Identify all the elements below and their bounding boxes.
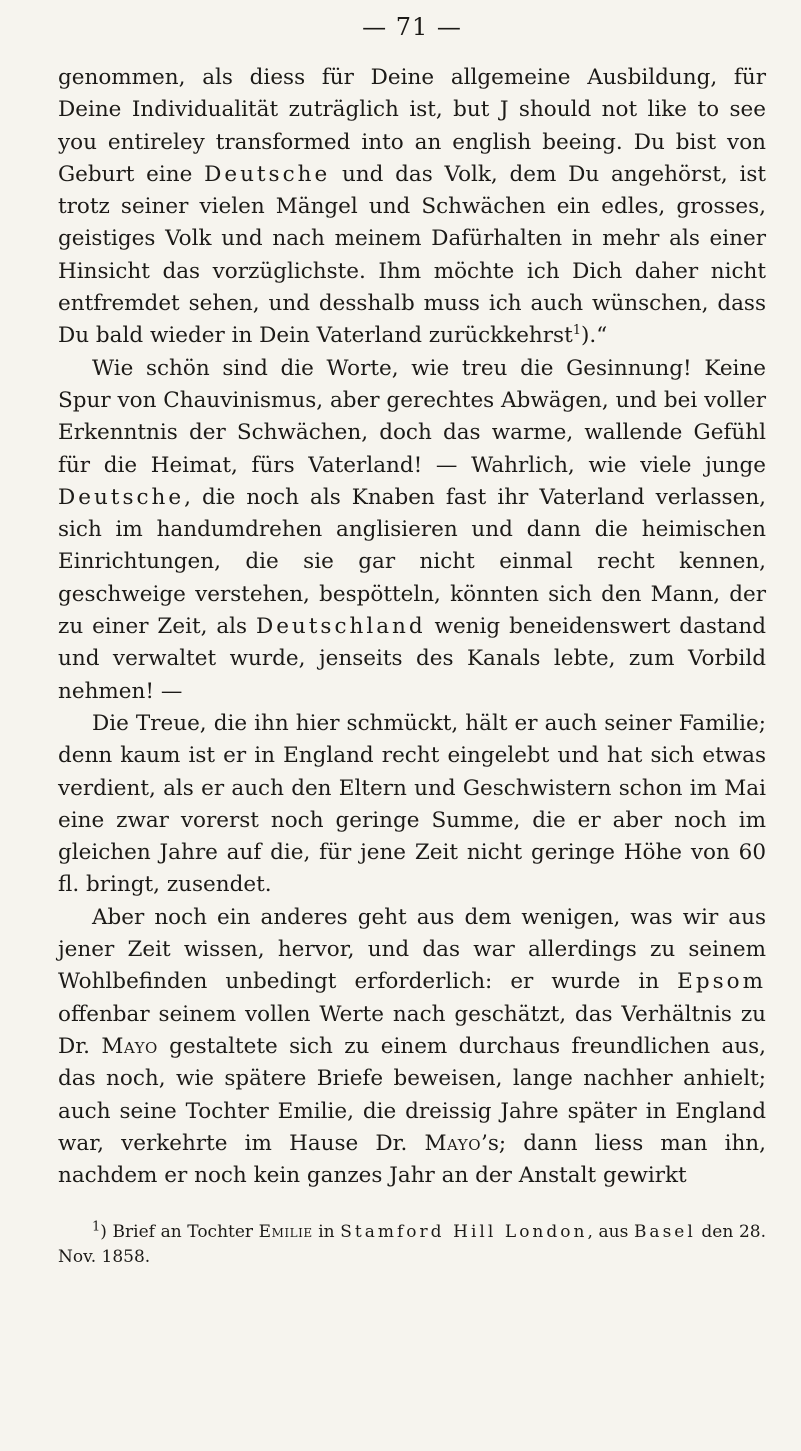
text-run: genommen, als diess für Deine allgemeine Ausbildung, für Deine Individualität zuträglich ist, but J should not like to see you entireley transformed into an english beeing. Du bist von Geburt eine <box>58 65 766 187</box>
book-page <box>58 10 766 1270</box>
text-run: und das Volk, dem Du angehörst, ist trotz seiner vielen Mängel und Schwächen ein edles, grosses, geistiges Volk und nach meinem Dafürhalten in mehr als einer Hinsicht das vorzüglichste. Ihm möchte ich Dich daher nicht entfremdet sehen, und desshalb muss ich auch wünschen, dass Du bald wieder in Dein Vaterland zurückkehrst <box>58 161 767 349</box>
emphasized-text: Epsom <box>677 969 766 995</box>
text-run: ).“ <box>581 323 608 349</box>
emphasized-text: Stamford Hill London <box>340 1222 588 1243</box>
paragraph-2 <box>58 353 766 708</box>
text-run: Die Treue, die ihn hier schmückt, hält er auch seiner Familie; denn kaum ist er in England recht eingelebt und hat sich etwas verdient, als er auch den Eltern und Geschwistern schon im Mai eine zwar vorerst noch geringe Summe, die er aber noch im gleichen Jahre auf die, für jene Zeit nicht geringe Höhe von 60 fl. bringt, zusendet. <box>58 710 766 898</box>
paragraph-1 <box>58 62 766 353</box>
footnote <box>58 1220 766 1270</box>
text-run: , aus <box>587 1222 634 1243</box>
text-run: offenbar seinem vollen Werte nach geschätzt, das Verhältnis zu Dr. <box>58 1001 766 1059</box>
text-run: in <box>312 1222 341 1243</box>
emphasized-text: Basel <box>633 1222 696 1243</box>
emphasized-text: Deutschland <box>255 614 426 640</box>
text-run: wenig beneidenswert dastand und verwaltet wurde, jenseits des Kanals lebte, zum Vorbild nehmen! — <box>58 614 766 704</box>
page-number: — 71 — <box>362 13 462 41</box>
footnote-marker: 1 <box>92 1219 101 1235</box>
text-run: ’s; dann liess man ihn, nachdem er noch kein ganzes Jahr an der Anstalt gewirkt <box>58 1130 766 1189</box>
text-run: gestaltete sich zu einem durchaus freundlichen aus, das noch, wie spätere Briefe beweisen, lange nachher anhielt; auch seine Tochter Emilie, die dreissig Jahre später in England war, verkehrte im Hause Dr. <box>58 1033 766 1156</box>
emphasized-text: Deutsche <box>58 484 185 510</box>
text-run: , die noch als Knaben fast ihr Vaterland verlassen, sich im handumdrehen anglisieren und dann die heimischen Einrichtungen, die sie gar nicht einmal recht kennen, geschweige verstehen, bespötteln, könnten sich den Mann, der zu einer Zeit, als <box>58 484 766 640</box>
text-run: Aber noch ein anderes geht aus dem wenigen, was wir aus jener Zeit wissen, hervor, und das war allerdings zu seinem Wohlbefinden unbedingt erforderlich: er wurde in <box>58 904 766 995</box>
footnote-marker: 1 <box>572 323 582 339</box>
emphasized-text: Deutsche <box>204 161 331 187</box>
text-run: ) Brief an Tochter <box>100 1222 259 1243</box>
paragraph-4 <box>58 902 766 1193</box>
name-text: Mayo <box>101 1033 158 1059</box>
paragraph-3 <box>58 708 766 902</box>
name-text: Mayo <box>424 1130 481 1156</box>
text-run: Wie schön sind die Worte, wie treu die Gesinnung! Keine Spur von Chauvinismus, aber gerechtes Abwägen, und bei voller Erkenntnis der Schwächen, doch das warme, wallende Gefühl für die Heimat, fürs Vaterland! — Wahrlich, wie viele junge <box>58 355 766 478</box>
body-text <box>58 62 766 1192</box>
text-run: den 28. Nov. 1858. <box>58 1222 766 1268</box>
name-text: Emilie <box>258 1222 313 1243</box>
